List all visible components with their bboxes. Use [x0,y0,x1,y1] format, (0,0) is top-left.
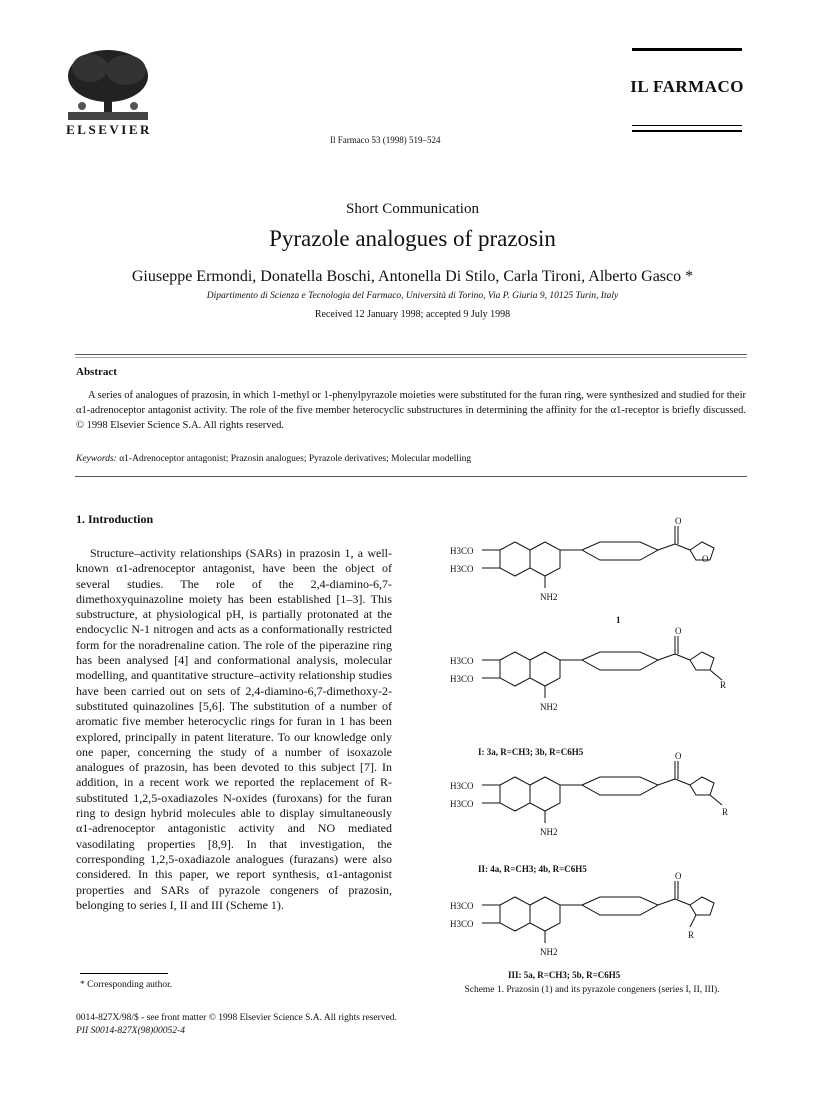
compound-1-label: 1 [616,615,621,625]
article-section: Short Communication [346,201,479,217]
atom-label: R [720,680,727,690]
publisher-logo-text: ELSEVIER [66,122,152,137]
introduction-heading: 1. Introduction [76,512,154,526]
atom-label: H3CO [450,901,474,911]
atom-label: O [675,516,682,526]
abstract-divider [75,357,747,358]
affiliation: Dipartimento di Scienza e Tecnologia del Farmaco, Università di Torino, Via P. Giuria 9, 10125 Turin, Italy [206,291,619,301]
author-list: Giuseppe Ermondi, Donatella Boschi, Antonella Di Stilo, Carla Tironi, Alberto Gasco * [131,268,694,285]
abstract-divider [75,476,747,477]
abstract-heading: Abstract [76,366,117,378]
structure-series-III [482,881,714,943]
footnote: * Corresponding author. [80,980,173,990]
atom-label: R [722,807,729,817]
article-title: Pyrazole analogues of prazosin [269,226,556,251]
elsevier-tree-logo [62,46,154,130]
atom-label: H3CO [450,799,474,809]
atom-label: H3CO [450,564,474,574]
footnote-rule [80,973,168,974]
header-rule [632,48,742,51]
atom-label: NH2 [540,947,558,957]
header-rule [632,130,742,132]
structure-series-II [482,761,722,823]
journal-name: IL FARMACO [630,77,744,96]
atom-label: O [675,626,682,636]
front-matter-copyright: 0014-827X/98/$ - see front matter © 1998 Elsevier Science S.A. All rights reserved. [76,1013,397,1023]
keywords-list: α1-Adrenoceptor antagonist; Prazosin analogues; Pyrazole derivatives; Molecular modelling [119,454,472,464]
atom-label: H3CO [450,919,474,929]
front-matter [76,1012,397,1038]
atom-label: R [688,930,695,940]
atom-label: H3CO [450,781,474,791]
atom-label: H3CO [450,656,474,666]
atom-label: O [702,554,709,564]
series-III-label: III: 5a, R=CH3; 5b, R=C6H5 [508,970,621,980]
header-rule [632,125,742,126]
series-II-label: II: 4a, R=CH3; 4b, R=C6H5 [478,864,587,874]
atom-label: NH2 [540,702,558,712]
journal-citation: Il Farmaco 53 (1998) 519–524 [330,135,441,145]
atom-label: H3CO [450,546,474,556]
atom-label: NH2 [540,827,558,837]
keywords-label: Keywords: [76,454,117,464]
front-matter-pii: PII S0014-827X(98)00052-4 [76,1026,185,1036]
atom-label: H3CO [450,674,474,684]
received-dates: Received 12 January 1998; accepted 9 July 1998 [314,309,511,320]
structure-series-I [482,636,722,698]
atom-label: O [675,751,682,761]
abstract-divider [75,354,747,355]
structure-prazosin [482,526,714,588]
abstract-text: A series of analogues of prazosin, in which 1-methyl or 1-phenylpyrazole moieties were substituted for the furan ring, were synthesized and studied for their α1-adrenoceptor antagonist activity. The role of the five member heterocyclic substructures in determining the affinity for the α1-receptor is briefly discussed. © 1998 Elsevier Science S.A. All rights reserved. [76,390,746,431]
keywords [76,454,746,464]
scheme-caption: Scheme 1. Prazosin (1) and its pyrazole congeners (series I, II, III). [464,985,720,995]
atom-label: NH2 [540,592,558,602]
atom-label: O [675,871,682,881]
introduction-text: Structure–activity relationships (SARs) in prazosin 1, a well-known α1-adrenoceptor antagonist, have been the object of several studies. The role of the 2,4-diamino-6,7-dimethoxyquinazoline moiety has been established [1–3]. This substructure, at physiological pH, is partially protonated at the endocyclic N-1 nitrogen and acts as a conformationally restricted form for the noradrenaline cation. The role of the piperazine ring has been analysed [4] and conformational analysis, molecular modelling, and quantitative structure–activity relationship studies have been carried out on sets of 2,4-diamino-6,7-dimethoxy-2-substituted quinazolines [5,6]. The substitution of a number of aromatic five member heterocyclic rings for furan in 1 has been explored, principally in patent literature. To our knowledge only one paper, concerning the study of a number of isoxazole analogues of prazosin, has been devoted to this subject [7]. In addition, in a recent work we reported the replacement of R-substituted 1,2,5-oxadiazoles N-oxides (furoxans) for the furan ring to design hybrid molecules able to display simultaneously α1-adrenoceptor antagonistic activity and NO mediated vasodilating properties [8,9]. In that investigation, the corresponding 1,2,5-oxadiazole analogues (furazans) were also considered. In this paper, we report synthesis, α1-antagonist properties and SARs of pyrazole congeners of prazosin, belonging to series I, II and III (Scheme 1). [76,546,392,912]
series-I-label: I: 3a, R=CH3; 3b, R=C6H5 [478,747,584,757]
scheme-1-structures [430,510,760,1000]
